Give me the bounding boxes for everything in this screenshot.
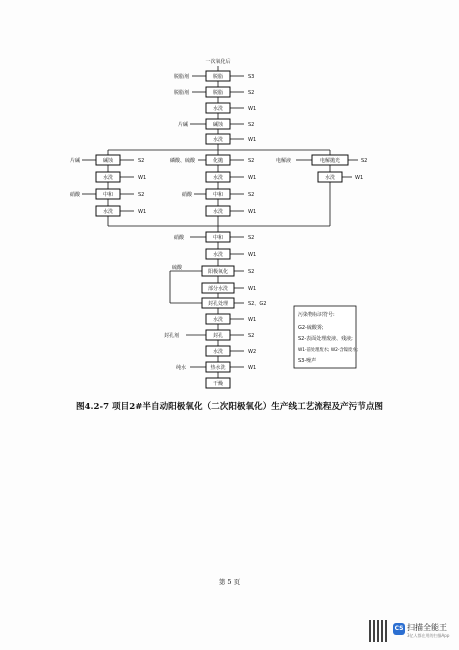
step-m3: [202, 266, 234, 276]
svg-text:中和: 中和: [212, 192, 224, 198]
svg-text:W1: W1: [248, 317, 257, 323]
step-m4: [202, 283, 234, 293]
output-s2: [230, 90, 254, 96]
svg-text:S2: S2: [248, 158, 255, 164]
svg-text:封孔剂: 封孔剂: [164, 333, 180, 339]
svg-text:水洗: 水洗: [212, 252, 224, 258]
svg-text:纯水: 纯水: [176, 365, 187, 371]
svg-text:片碱: 片碱: [178, 122, 189, 128]
svg-text:硫酸: 硫酸: [172, 265, 183, 271]
svg-text:水洗: 水洗: [102, 209, 114, 215]
svg-text:碱蚀: 碱蚀: [102, 158, 114, 164]
step-R1: [312, 155, 348, 165]
step-s5: [206, 134, 230, 144]
step-m7: [206, 330, 230, 340]
step-m5: [202, 298, 234, 308]
step-C3: [206, 189, 230, 199]
output-s1: [230, 74, 254, 80]
figure-caption: 图4.2-7 项目2#半自动阳极氧化（二次阳极氧化）生产线工艺流程及产污节点图: [75, 402, 384, 412]
legend-line: S2-表面处理废液、残液;: [298, 336, 353, 342]
legend-box: [294, 306, 358, 368]
input-m9: [176, 364, 206, 371]
svg-text:W1: W1: [248, 286, 257, 292]
output-m9: [230, 365, 256, 371]
svg-text:水洗: 水洗: [102, 175, 114, 181]
svg-text:S2: S2: [248, 192, 255, 198]
output-L3: [120, 192, 144, 198]
svg-text:硝酸: 硝酸: [174, 235, 185, 241]
step-m8: [206, 346, 230, 356]
scanner-watermark: [369, 620, 453, 646]
svg-text:W2: W2: [248, 349, 257, 355]
step-L3: [96, 189, 120, 199]
svg-text:S2、G2: S2、G2: [248, 301, 267, 307]
svg-text:S2: S2: [248, 122, 255, 128]
svg-text:碱蚀: 碱蚀: [212, 122, 224, 128]
step-m1: [206, 232, 230, 242]
output-C1: [230, 158, 254, 164]
svg-text:W1: W1: [248, 365, 257, 371]
svg-text:S2: S2: [138, 158, 145, 164]
output-L1: [120, 158, 144, 164]
step-m10: [206, 378, 230, 388]
svg-text:部分水洗: 部分水洗: [207, 286, 229, 292]
output-s5: [230, 137, 256, 143]
step-s1: [206, 71, 230, 81]
legend-title: 污染物标识符号:: [298, 312, 335, 318]
svg-text:S2: S2: [361, 158, 368, 164]
legend-line: S3-噪声: [298, 358, 317, 364]
svg-text:S2: S2: [138, 192, 145, 198]
step-s4: [206, 119, 230, 129]
output-R1: [348, 158, 367, 164]
watermark-subtitle: 3亿人都在用的扫描App: [407, 633, 450, 638]
svg-text:S2: S2: [248, 333, 255, 339]
svg-text:S2: S2: [248, 90, 255, 96]
step-s3: [206, 103, 230, 113]
output-L2: [120, 175, 146, 181]
svg-text:水洗: 水洗: [212, 175, 224, 181]
svg-text:W1: W1: [248, 175, 257, 181]
svg-text:封孔处理: 封孔处理: [207, 301, 229, 307]
step-m2: [206, 249, 230, 259]
watermark-name: 扫描全能王: [407, 623, 447, 632]
svg-text:水洗: 水洗: [212, 317, 224, 323]
output-m3: [234, 269, 254, 275]
output-m6: [230, 317, 256, 323]
step-R2: [318, 172, 342, 182]
input-m7: [164, 332, 206, 339]
svg-text:W1: W1: [355, 175, 364, 181]
output-s3: [230, 106, 256, 112]
svg-text:脱脂: 脱脂: [212, 74, 224, 80]
step-C2: [206, 172, 230, 182]
svg-text:热水洗: 热水洗: [210, 365, 226, 371]
svg-text:S3: S3: [248, 74, 255, 80]
step-C1: [206, 155, 230, 165]
svg-text:W1: W1: [248, 137, 257, 143]
svg-text:脱脂: 脱脂: [212, 90, 224, 96]
legend-line: W1-前处理废水; W2-含镍废水;: [298, 348, 358, 353]
svg-text:磷酸、硫酸: 磷酸、硫酸: [170, 158, 196, 164]
step-m6: [206, 314, 230, 324]
step-m9: [206, 362, 230, 372]
output-m8: [230, 349, 256, 355]
input-m1: [174, 234, 206, 241]
svg-text:S2: S2: [248, 235, 255, 241]
svg-text:脱脂剂: 脱脂剂: [174, 74, 190, 80]
step-s2: [206, 87, 230, 97]
input-m3: [172, 264, 183, 271]
output-m5: [234, 301, 266, 307]
svg-text:W1: W1: [248, 106, 257, 112]
svg-text:阳极氧化: 阳极氧化: [207, 269, 229, 275]
step-L1: [96, 155, 120, 165]
svg-text:水洗: 水洗: [212, 349, 224, 355]
step-C4: [206, 206, 230, 216]
svg-text:片碱: 片碱: [70, 158, 81, 164]
svg-text:化抛: 化抛: [212, 158, 224, 164]
svg-text:S2: S2: [248, 269, 255, 275]
svg-text:W1: W1: [138, 209, 147, 215]
output-m1: [230, 235, 254, 241]
input-R1: [276, 157, 312, 164]
output-R2: [342, 175, 363, 181]
step-L2: [96, 172, 120, 182]
svg-text:W1: W1: [248, 252, 257, 258]
svg-text:中和: 中和: [102, 192, 114, 198]
svg-text:硝酸: 硝酸: [182, 192, 193, 198]
svg-text:水洗: 水洗: [324, 175, 336, 181]
output-m4: [234, 286, 256, 292]
input-L1: [70, 157, 96, 164]
output-C4: [230, 209, 256, 215]
step-L4: [96, 206, 120, 216]
input-C1: [170, 157, 206, 164]
svg-text:脱脂剂: 脱脂剂: [174, 90, 190, 96]
input-C3: [182, 191, 206, 198]
svg-text:电解液: 电解液: [276, 158, 292, 164]
input-s2: [174, 89, 206, 96]
scanner-logo: CS: [393, 623, 405, 635]
page-number: 第 5 页: [218, 578, 241, 586]
svg-text:水洗: 水洗: [212, 106, 224, 112]
output-C2: [230, 175, 256, 181]
output-m7: [230, 333, 254, 339]
qr-code-icon: [369, 620, 387, 642]
svg-text:水洗: 水洗: [212, 137, 224, 143]
svg-text:硝酸: 硝酸: [70, 192, 81, 198]
output-L4: [120, 209, 146, 215]
svg-text:W1: W1: [138, 175, 147, 181]
output-m2: [230, 252, 256, 258]
input-s1: [174, 73, 206, 80]
svg-text:水洗: 水洗: [212, 209, 224, 215]
svg-text:电解抛光: 电解抛光: [319, 158, 341, 164]
input-s4: [178, 121, 206, 128]
legend-line: G2-硫酸雾;: [298, 325, 324, 331]
svg-text:W1: W1: [248, 209, 257, 215]
svg-text:干燥: 干燥: [212, 381, 224, 387]
input-L3: [70, 191, 96, 198]
svg-text:封孔: 封孔: [212, 333, 224, 339]
svg-text:中和: 中和: [212, 235, 224, 241]
output-C3: [230, 192, 254, 198]
top-label: 一次氧化后: [205, 59, 231, 65]
output-s4: [230, 122, 254, 128]
